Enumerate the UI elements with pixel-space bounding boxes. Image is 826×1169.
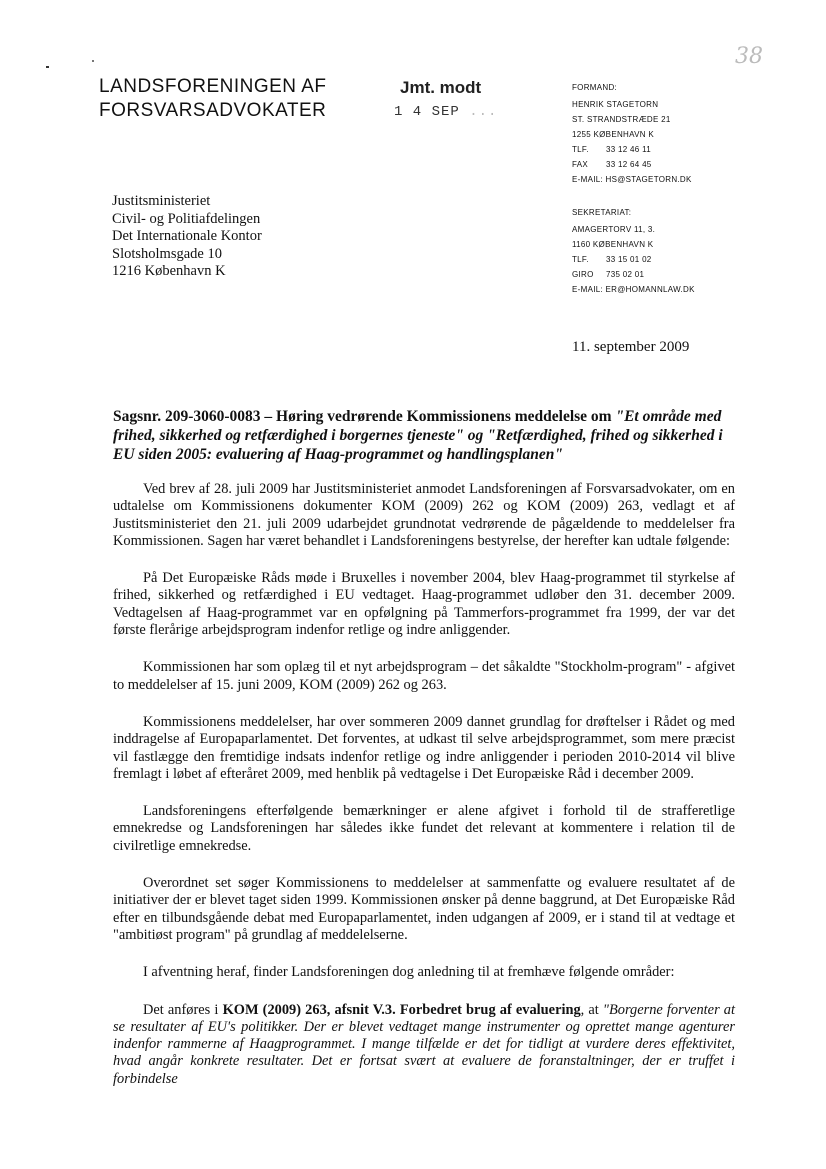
formand-heading: FORMAND: — [572, 83, 618, 92]
letter-body — [113, 481, 735, 1088]
formand-street: ST. STRANDSTRÆDE 21 — [572, 115, 671, 124]
recipient-line: Civil- og Politiafdelingen — [112, 210, 261, 227]
sekretariat-city: 1160 KØBENHAVN K — [572, 240, 654, 249]
sekretariat-giro — [572, 267, 695, 282]
scan-speck — [92, 60, 94, 62]
org-line-1: LANDSFORENINGEN AF — [99, 76, 327, 97]
sekretariat-heading: SEKRETARIAT: — [572, 208, 632, 217]
handwritten-page-mark: 38 — [735, 44, 763, 69]
p8-lead: Det anføres i — [143, 1001, 223, 1018]
giro-label: GIRO — [572, 270, 594, 279]
sekretariat-email — [572, 282, 695, 297]
body-paragraph: Kommissionen har som oplæg til et nyt arbejdsprogram – det såkaldte "Stockholm-program" - afgivet to meddelelser af 15. juni 2009, KOM (2009) 262 og 263. — [113, 659, 735, 693]
scan-speck — [46, 66, 49, 68]
recipient-address — [112, 193, 262, 281]
formand-name: HENRIK STAGETORN — [572, 100, 659, 109]
formand-city: 1255 KØBENHAVN K — [572, 130, 655, 139]
formand-phone — [572, 142, 695, 157]
p8-italic-quote: "Borgerne forventer at se resultater af EU's politikker. Der er blevet vedtaget mange instrumenter og oprettet mange agenturer indenfor rammerne af Haagprogrammet. I mange tilfælde er det for tidligt at vurdere deres effektivitet, hvad angår konkrete resultater. Det er fortsat svært at evaluere de foranstaltninger, der er truffet i forbindelse — [113, 1001, 736, 1087]
formand-fax — [572, 157, 695, 172]
subject-text: Sagsnr. 209-3060-0083 – Høring vedrørende Kommissionens meddelelse om — [113, 408, 616, 425]
giro-value: 735 02 01 — [606, 270, 645, 279]
sekretariat-phone — [572, 252, 695, 267]
received-stamp-date — [394, 104, 497, 120]
stamp-date-faint: ... — [469, 104, 498, 120]
email-value: ER@HOMANNLAW.DK — [605, 285, 695, 294]
stamp-date-visible: 1 4 SEP — [394, 104, 460, 120]
body-paragraph: Ved brev af 28. juli 2009 har Justitsministeriet anmodet Landsforeningen af Forsvarsadvokater, om en udtalelse om Kommissionens dokumenter KOM (2009) 262 og KOM (2009) 263, vedlagt et af Justitsministeriet den 21. juli 2009 udarbejdet grundnotat vedrørende de pågældende to meddelelser fra Kommissionen. Sagen har været behandlet i Landsforeningens bestyrelse, der herefter kan udtale følgende: — [113, 481, 735, 549]
sekretariat-street: AMAGERTORV 11, 3. — [572, 225, 656, 234]
p8-bold-reference: KOM (2009) 263, afsnit V.3. Forbedret brug af evaluering — [222, 1001, 581, 1018]
body-paragraph: Landsforeningens efterfølgende bemærkninger er alene afgivet i forhold til de strafferetlige emnekredse og Landsforeningen har således ikke fundet det relevant at kommentere i relation til de civilretlige emnekredse. — [113, 803, 735, 854]
p8-connector: , at — [580, 1001, 603, 1018]
phone-label: TLF. — [572, 255, 589, 264]
recipient-line: 1216 København K — [112, 263, 226, 279]
phone-value: 33 12 46 11 — [606, 145, 651, 154]
org-line-2: FORSVARSADVOKATER — [99, 100, 327, 121]
recipient-line: Slotsholmsgade 10 — [112, 245, 222, 262]
body-paragraph: Overordnet set søger Kommissionens to meddelelser at sammenfatte og evaluere resultatet af de initiativer der er blevet taget siden 1999. Kommissionen ønsker på denne baggrund, at Det Europæiske Råd efter en tilbundsgående debat med Europaparlamentet, inden udgangen af 2009, er i stand til at vedtage et "ambitiøst program" på grundlag af meddelelserne. — [113, 875, 735, 943]
recipient-line: Det Internationale Kontor — [112, 228, 262, 244]
phone-value: 33 15 01 02 — [606, 255, 652, 264]
body-paragraph: Kommissionens meddelelser, har over sommeren 2009 dannet grundlag for drøftelser i Rådet og med inddragelse af Europaparlamentet. Det forventes, at udkast til selve arbejdsprogrammet, som mere præcist vil fastlægge den fremtidige indsats indenfor retlige og indre anliggender i perioden 2010-2014 vil blive fremlagt i løbet af efteråret 2009, med henblik på vedtagelse i Det Europæiske Råd i december 2009. — [113, 713, 735, 782]
letterhead-contact-block — [572, 80, 695, 297]
letter-date: 11. september 2009 — [572, 339, 690, 355]
recipient-line: Justitsministeriet — [112, 193, 211, 209]
received-stamp-label: Jmt. modt — [400, 78, 482, 97]
phone-label: TLF. — [572, 145, 589, 154]
email-value: HS@STAGETORN.DK — [605, 175, 692, 184]
body-paragraph — [113, 1002, 735, 1088]
fax-label: FAX — [572, 160, 589, 169]
letter-subject — [113, 407, 733, 464]
subject-italic-title: "Et område med frihed, sikkerhed og retfærdighed i borgernes tjeneste" og "Retfærdighed, frihed og sikkerhed i EU siden 2005: evaluering af Haag-programmet og handlingsplanen" — [113, 408, 723, 463]
organization-name — [99, 75, 327, 123]
email-label: E-MAIL: — [572, 175, 603, 184]
body-paragraph: I afventning heraf, finder Landsforeningen dog anledning til at fremhæve følgende områder: — [143, 964, 675, 981]
fax-value: 33 12 64 45 — [606, 160, 652, 169]
formand-email — [572, 172, 695, 187]
body-paragraph: På Det Europæiske Råds møde i Bruxelles i november 2004, blev Haag-programmet til styrkelse af frihed, sikkerhed og retfærdighed i EU vedtaget. Haag-programmet udløber den 31. december 2009. Vedtagelsen af Haag-programmet var en opfølgning på Tammerfors-programmet fra 1999, der var det første flerårige arbejdsprogram indenfor retlige og indre anliggender. — [113, 570, 735, 639]
email-label: E-MAIL: — [572, 285, 603, 294]
